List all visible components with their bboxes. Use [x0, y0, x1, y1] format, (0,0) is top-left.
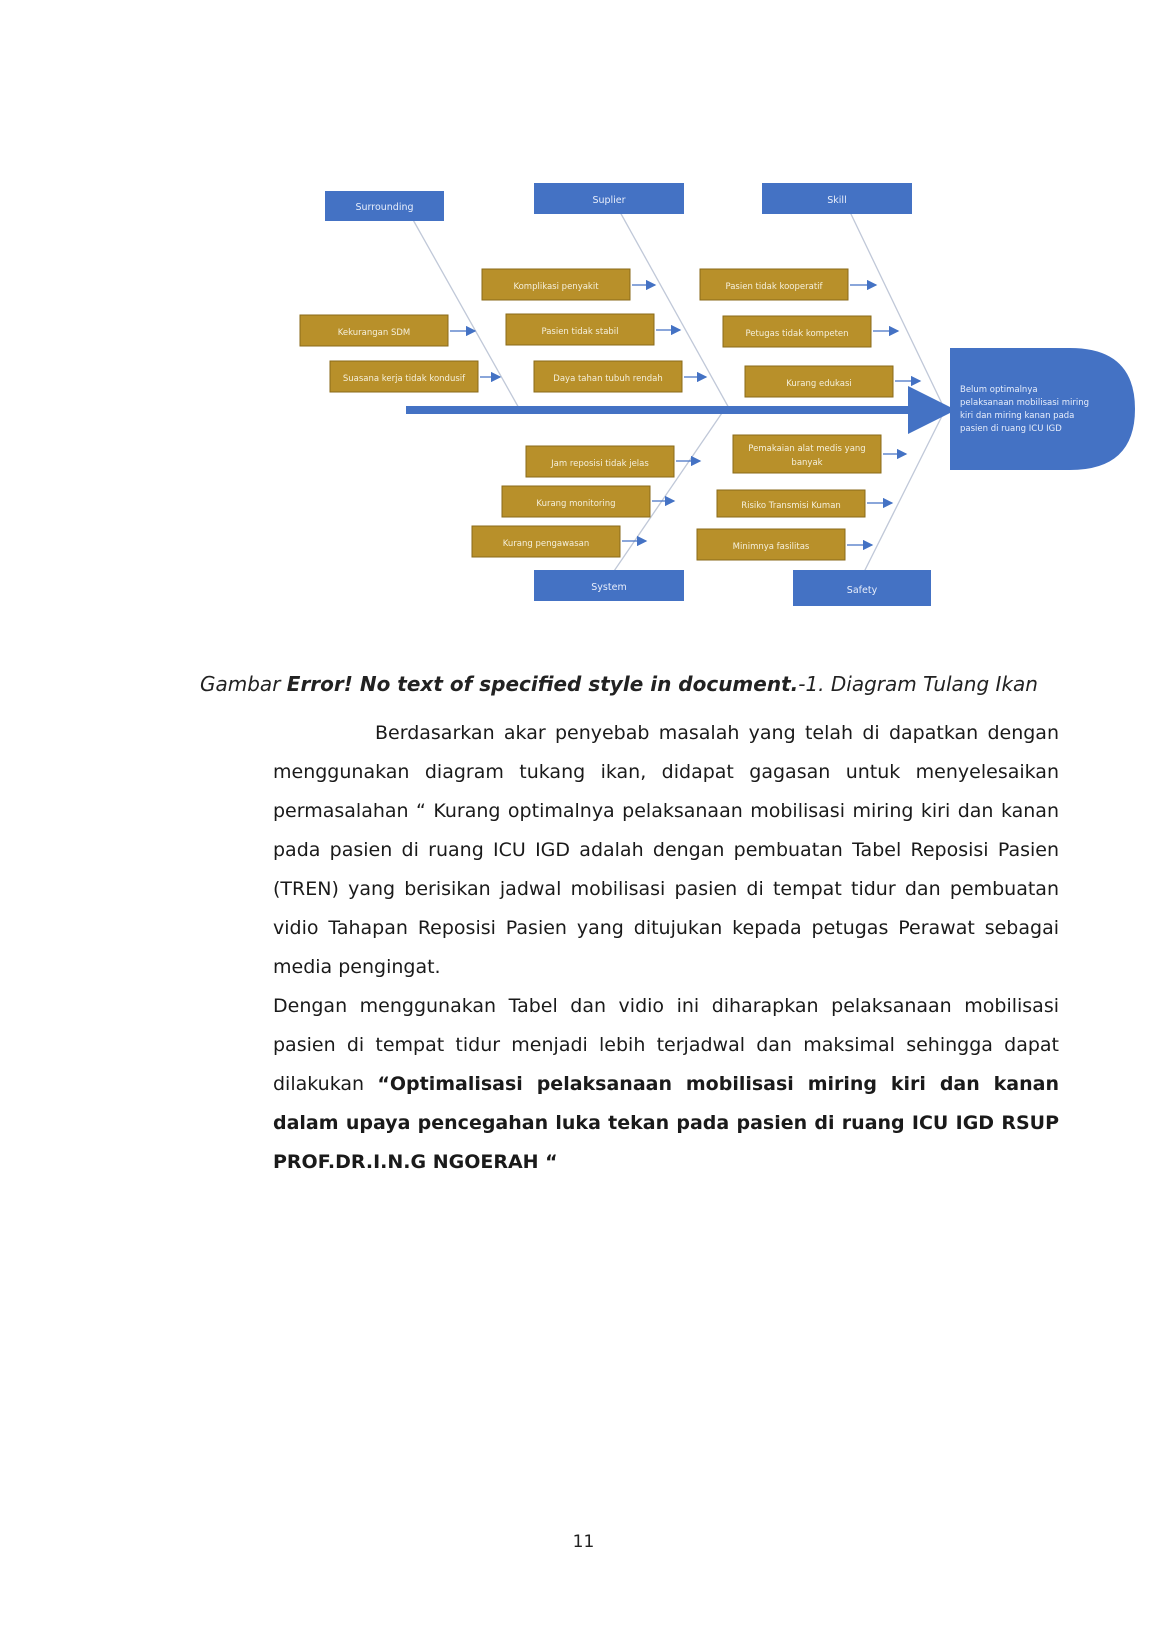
cause-kurang-edukasi-label: Kurang edukasi — [786, 379, 852, 389]
cause-pemakaian-alat-line-1: Pemakaian alat medis yang — [748, 444, 866, 454]
cause-pasien-tidak-kooperatif — [700, 269, 876, 300]
cause-kurang-pengawasan — [472, 526, 646, 557]
body-text — [273, 714, 1059, 1182]
paragraph-1: Berdasarkan akar penyebab masalah yang telah di dapatkan dengan menggunakan diagram tukang ikan, didapat gagasan untuk menyelesaikan permasalahan “ Kurang optimalnya pelaksanaan mobilisasi miring kiri dan kanan pada pasien di ruang ICU IGD adalah dengan pembuatan Tabel Reposisi Pasien (TREN) yang berisikan jadwal mobilisasi pasien di tempat tidur dan pembuatan vidio Tahapan Reposisi Pasien yang ditujukan kepada petugas Perawat sebagai media pengingat. — [273, 722, 1059, 978]
cause-kurang-monitoring — [502, 486, 674, 517]
category-skill-label: Skill — [827, 195, 847, 206]
cause-minimnya-fasilitas — [697, 529, 872, 560]
fish-head-line-1: Belum optimalnya — [960, 385, 1038, 395]
cause-pemakaian-alat-line-2: banyak — [791, 458, 823, 468]
fish-head-line-2: pelaksanaan mobilisasi miring — [960, 398, 1090, 408]
cause-pasien-tidak-kooperatif-label: Pasien tidak kooperatif — [725, 282, 823, 292]
paragraph-2-lead: Dengan menggunakan Tabel dan vidio ini diharapkan pelaksanaan mobilisasi pasien di tempat tidur menjadi lebih terjadwal dan maksimal sehingga dapat dilakukan — [273, 995, 1059, 1095]
cause-suasana-kerja — [330, 361, 500, 392]
category-suplier-label: Suplier — [592, 195, 626, 206]
cause-kurang-edukasi — [745, 366, 920, 397]
category-system-label: System — [591, 582, 627, 593]
cause-petugas-tidak-kompeten — [723, 316, 898, 347]
paragraph-2 — [273, 987, 1059, 1182]
cause-kurang-monitoring-label: Kurang monitoring — [536, 499, 616, 509]
category-surrounding — [325, 191, 444, 221]
cause-jam-reposisi-label: Jam reposisi tidak jelas — [551, 459, 649, 469]
cause-kekurangan-sdm — [300, 315, 475, 346]
category-surrounding-label: Surrounding — [355, 202, 414, 213]
cause-daya-tahan-label: Daya tahan tubuh rendah — [553, 374, 663, 384]
cause-komplikasi-label: Komplikasi penyakit — [513, 282, 599, 292]
category-safety-label: Safety — [846, 585, 878, 596]
caption-prefix: Gambar — [200, 672, 287, 696]
category-suplier — [534, 183, 684, 214]
fish-head — [950, 348, 1135, 470]
cause-risiko-transmisi — [717, 490, 892, 517]
category-skill — [762, 183, 912, 214]
cause-pasien-tidak-stabil — [506, 314, 680, 345]
cause-komplikasi — [482, 269, 655, 300]
cause-pasien-tidak-stabil-label: Pasien tidak stabil — [541, 327, 619, 337]
cause-risiko-transmisi-label: Risiko Transmisi Kuman — [741, 501, 841, 511]
cause-kurang-pengawasan-label: Kurang pengawasan — [502, 539, 590, 549]
cause-jam-reposisi — [526, 446, 700, 477]
category-system — [534, 570, 684, 601]
fish-head-line-3: kiri dan miring kanan pada — [960, 411, 1075, 421]
fish-head-line-4: pasien di ruang ICU IGD — [960, 424, 1062, 434]
category-safety — [793, 570, 931, 606]
figure-caption — [200, 672, 1100, 696]
cause-pemakaian-alat — [733, 435, 906, 473]
cause-petugas-tidak-kompeten-label: Petugas tidak kompeten — [745, 329, 849, 339]
cause-suasana-kerja-label: Suasana kerja tidak kondusif — [342, 374, 466, 384]
paragraph-2-bold: “Optimalisasi pelaksanaan mobilisasi miring kiri dan kanan dalam upaya pencegahan luka tekan pada pasien di ruang ICU IGD RSUP PROF.DR.I.N.G NGOERAH “ — [273, 1073, 1059, 1173]
fishbone-diagram — [0, 0, 1167, 640]
cause-daya-tahan — [534, 361, 706, 392]
cause-minimnya-fasilitas-label: Minimnya fasilitas — [732, 542, 810, 552]
page-number: 11 — [572, 1532, 595, 1552]
cause-kekurangan-sdm-label: Kekurangan SDM — [337, 328, 411, 338]
caption-suffix: -1. Diagram Tulang Ikan — [798, 672, 1038, 696]
caption-error-text: Error! No text of specified style in document. — [286, 672, 799, 696]
